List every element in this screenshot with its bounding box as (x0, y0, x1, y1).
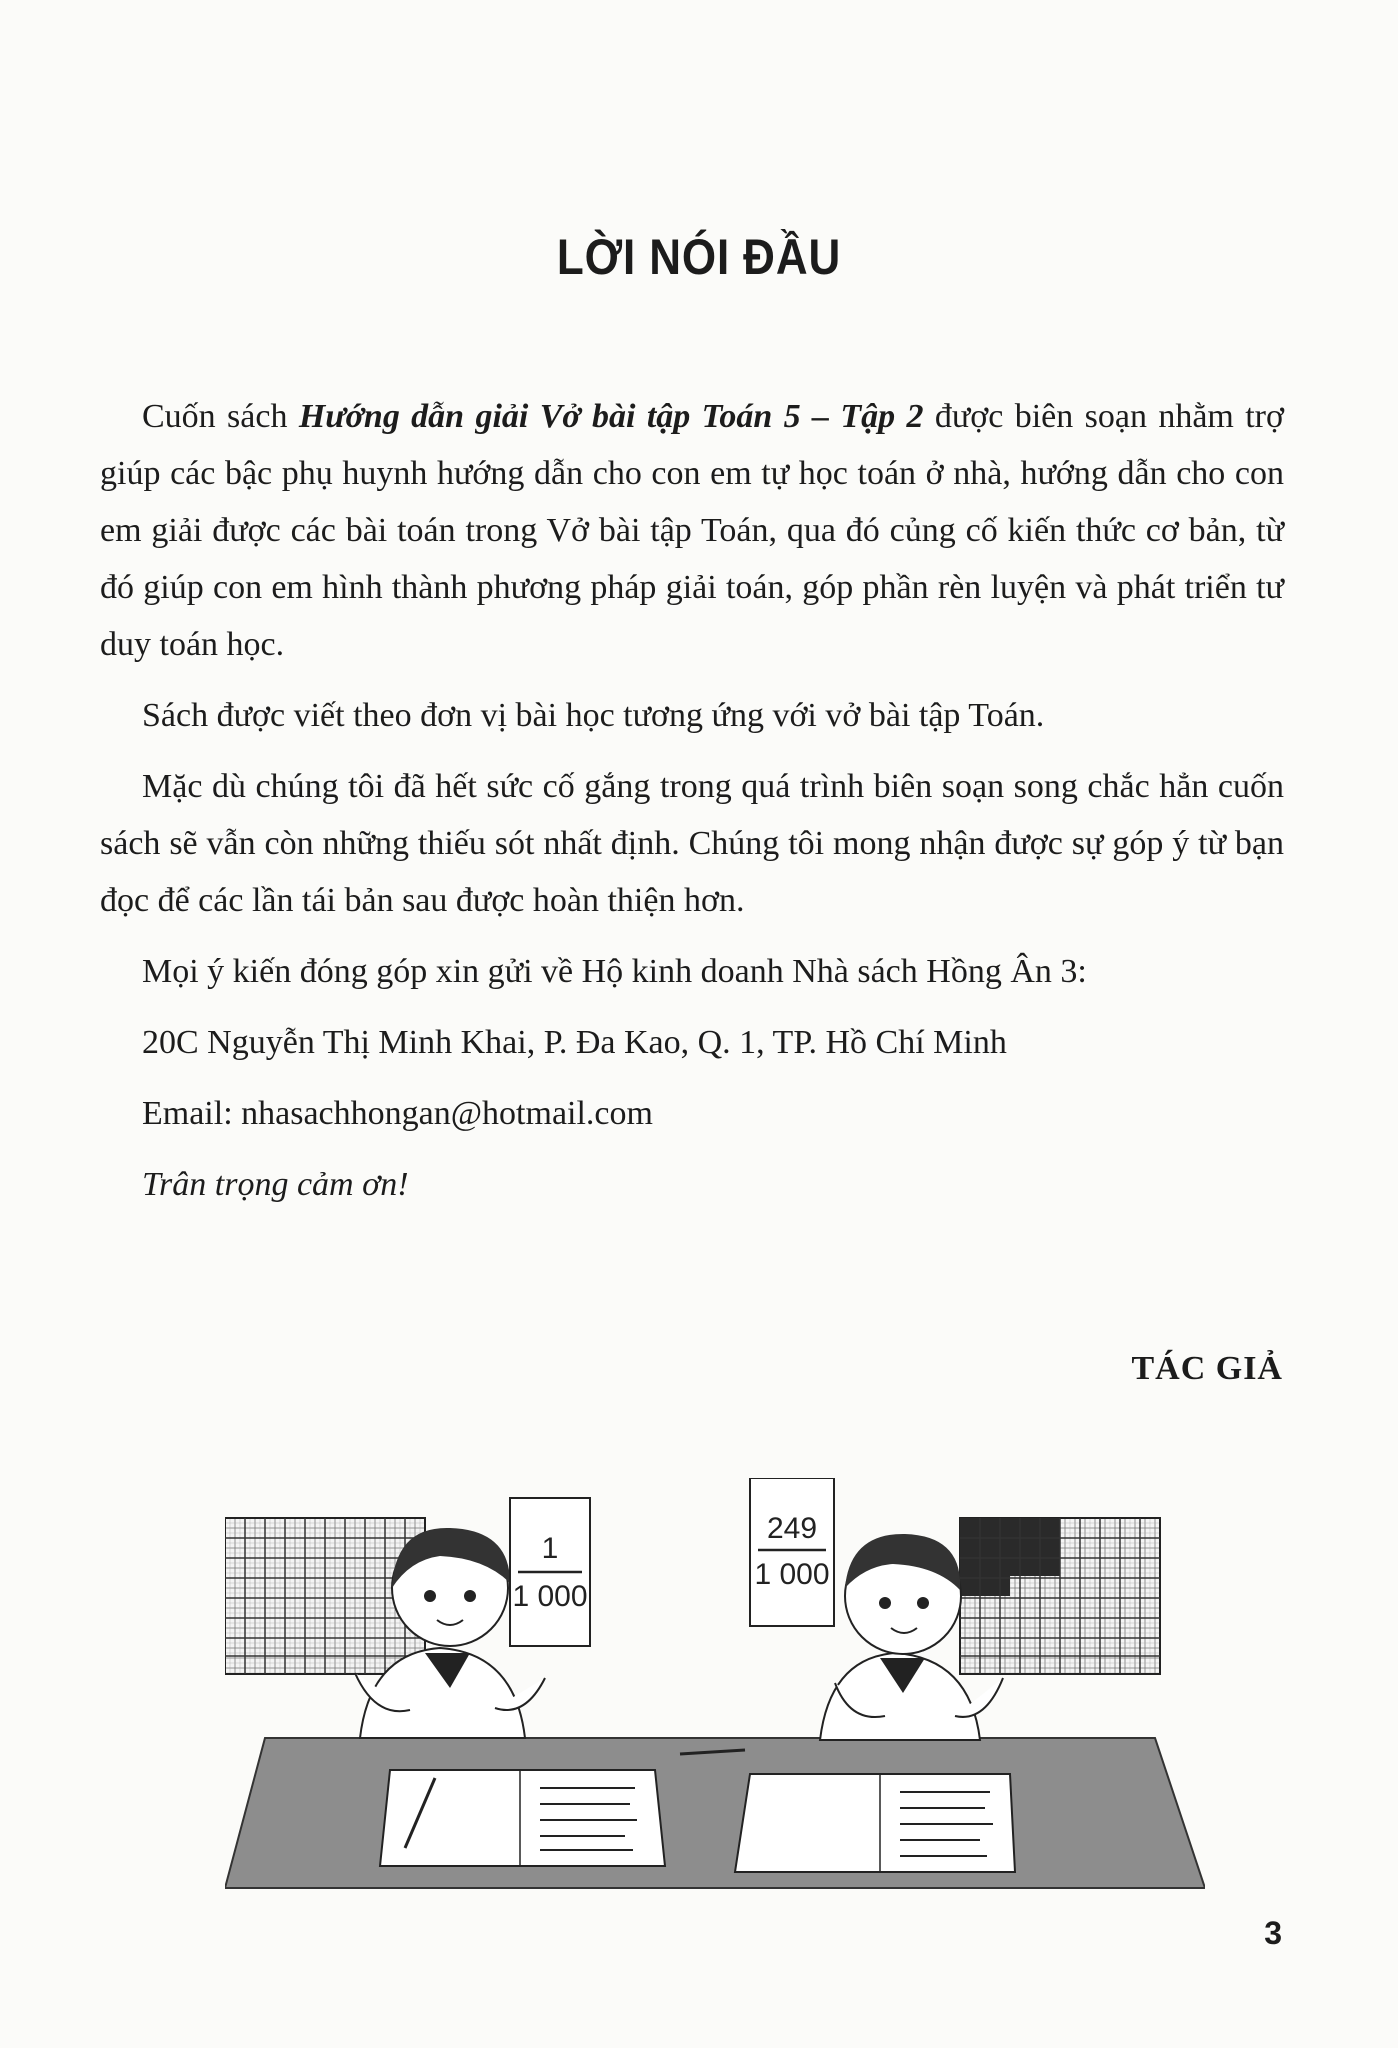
paragraph-structure: Sách được viết theo đơn vị bài học tương ứng với vở bài tập Toán. (142, 697, 1045, 734)
preface-body (100, 388, 1284, 1227)
page-title: LỜI NÓI ĐẦU (556, 229, 842, 285)
thanks-line: Trân trọng cảm ơn! (142, 1166, 409, 1203)
intro-start: Cuốn sách (142, 398, 299, 435)
left-card-numerator: 1 (541, 1532, 559, 1565)
paragraph-apology: Mặc dù chúng tôi đã hết sức cố gắng trong quá trình biên soạn song chắc hẳn cuốn sách sẽ vẫn còn những thiếu sót nhất định. Chúng tôi mong nhận được sự góp ý từ bạn đọc để các lần tái bản sau được hoàn thiện hơn. (100, 768, 1284, 919)
left-fraction-card (510, 1498, 590, 1646)
book-title: Hướng dẫn giải Vở bài tập Toán 5 – Tập 2 (298, 398, 924, 435)
page-number: 3 (1264, 1915, 1282, 1951)
right-card-numerator: 249 (766, 1512, 818, 1545)
intro-rest: được biên soạn nhằm trợ giúp các bậc phụ huynh hướng dẫn cho con em tự học toán ở nhà, hướng dẫn cho con em giải được các bài toán trong Vở bài tập Toán, qua đó củng cố kiến thức cơ bản, từ đó giúp con em hình thành phương pháp giải toán, góp phần rèn luyện và phát triển tư duy toán học. (100, 398, 1284, 663)
email-line: Email: nhasachhongan@hotmail.com (142, 1095, 653, 1132)
desk (225, 1738, 1205, 1888)
right-fraction-card (750, 1478, 834, 1626)
address: 20C Nguyễn Thị Minh Khai, P. Đa Kao, Q. 1, TP. Hồ Chí Minh (142, 1024, 1007, 1061)
contact-intro: Mọi ý kiến đóng góp xin gửi về Hộ kinh doanh Nhà sách Hồng Ân 3: (142, 953, 1087, 990)
right-card-denominator: 1 000 (754, 1558, 830, 1591)
author-signature: TÁC GIẢ (1131, 1350, 1283, 1387)
pupils-fraction-illustration (225, 1478, 1205, 1898)
right-hundred-grid-shaded (960, 1518, 1160, 1674)
paragraph-intro (100, 388, 1284, 673)
left-notebook (380, 1770, 665, 1866)
left-card-denominator: 1 000 (512, 1580, 588, 1613)
